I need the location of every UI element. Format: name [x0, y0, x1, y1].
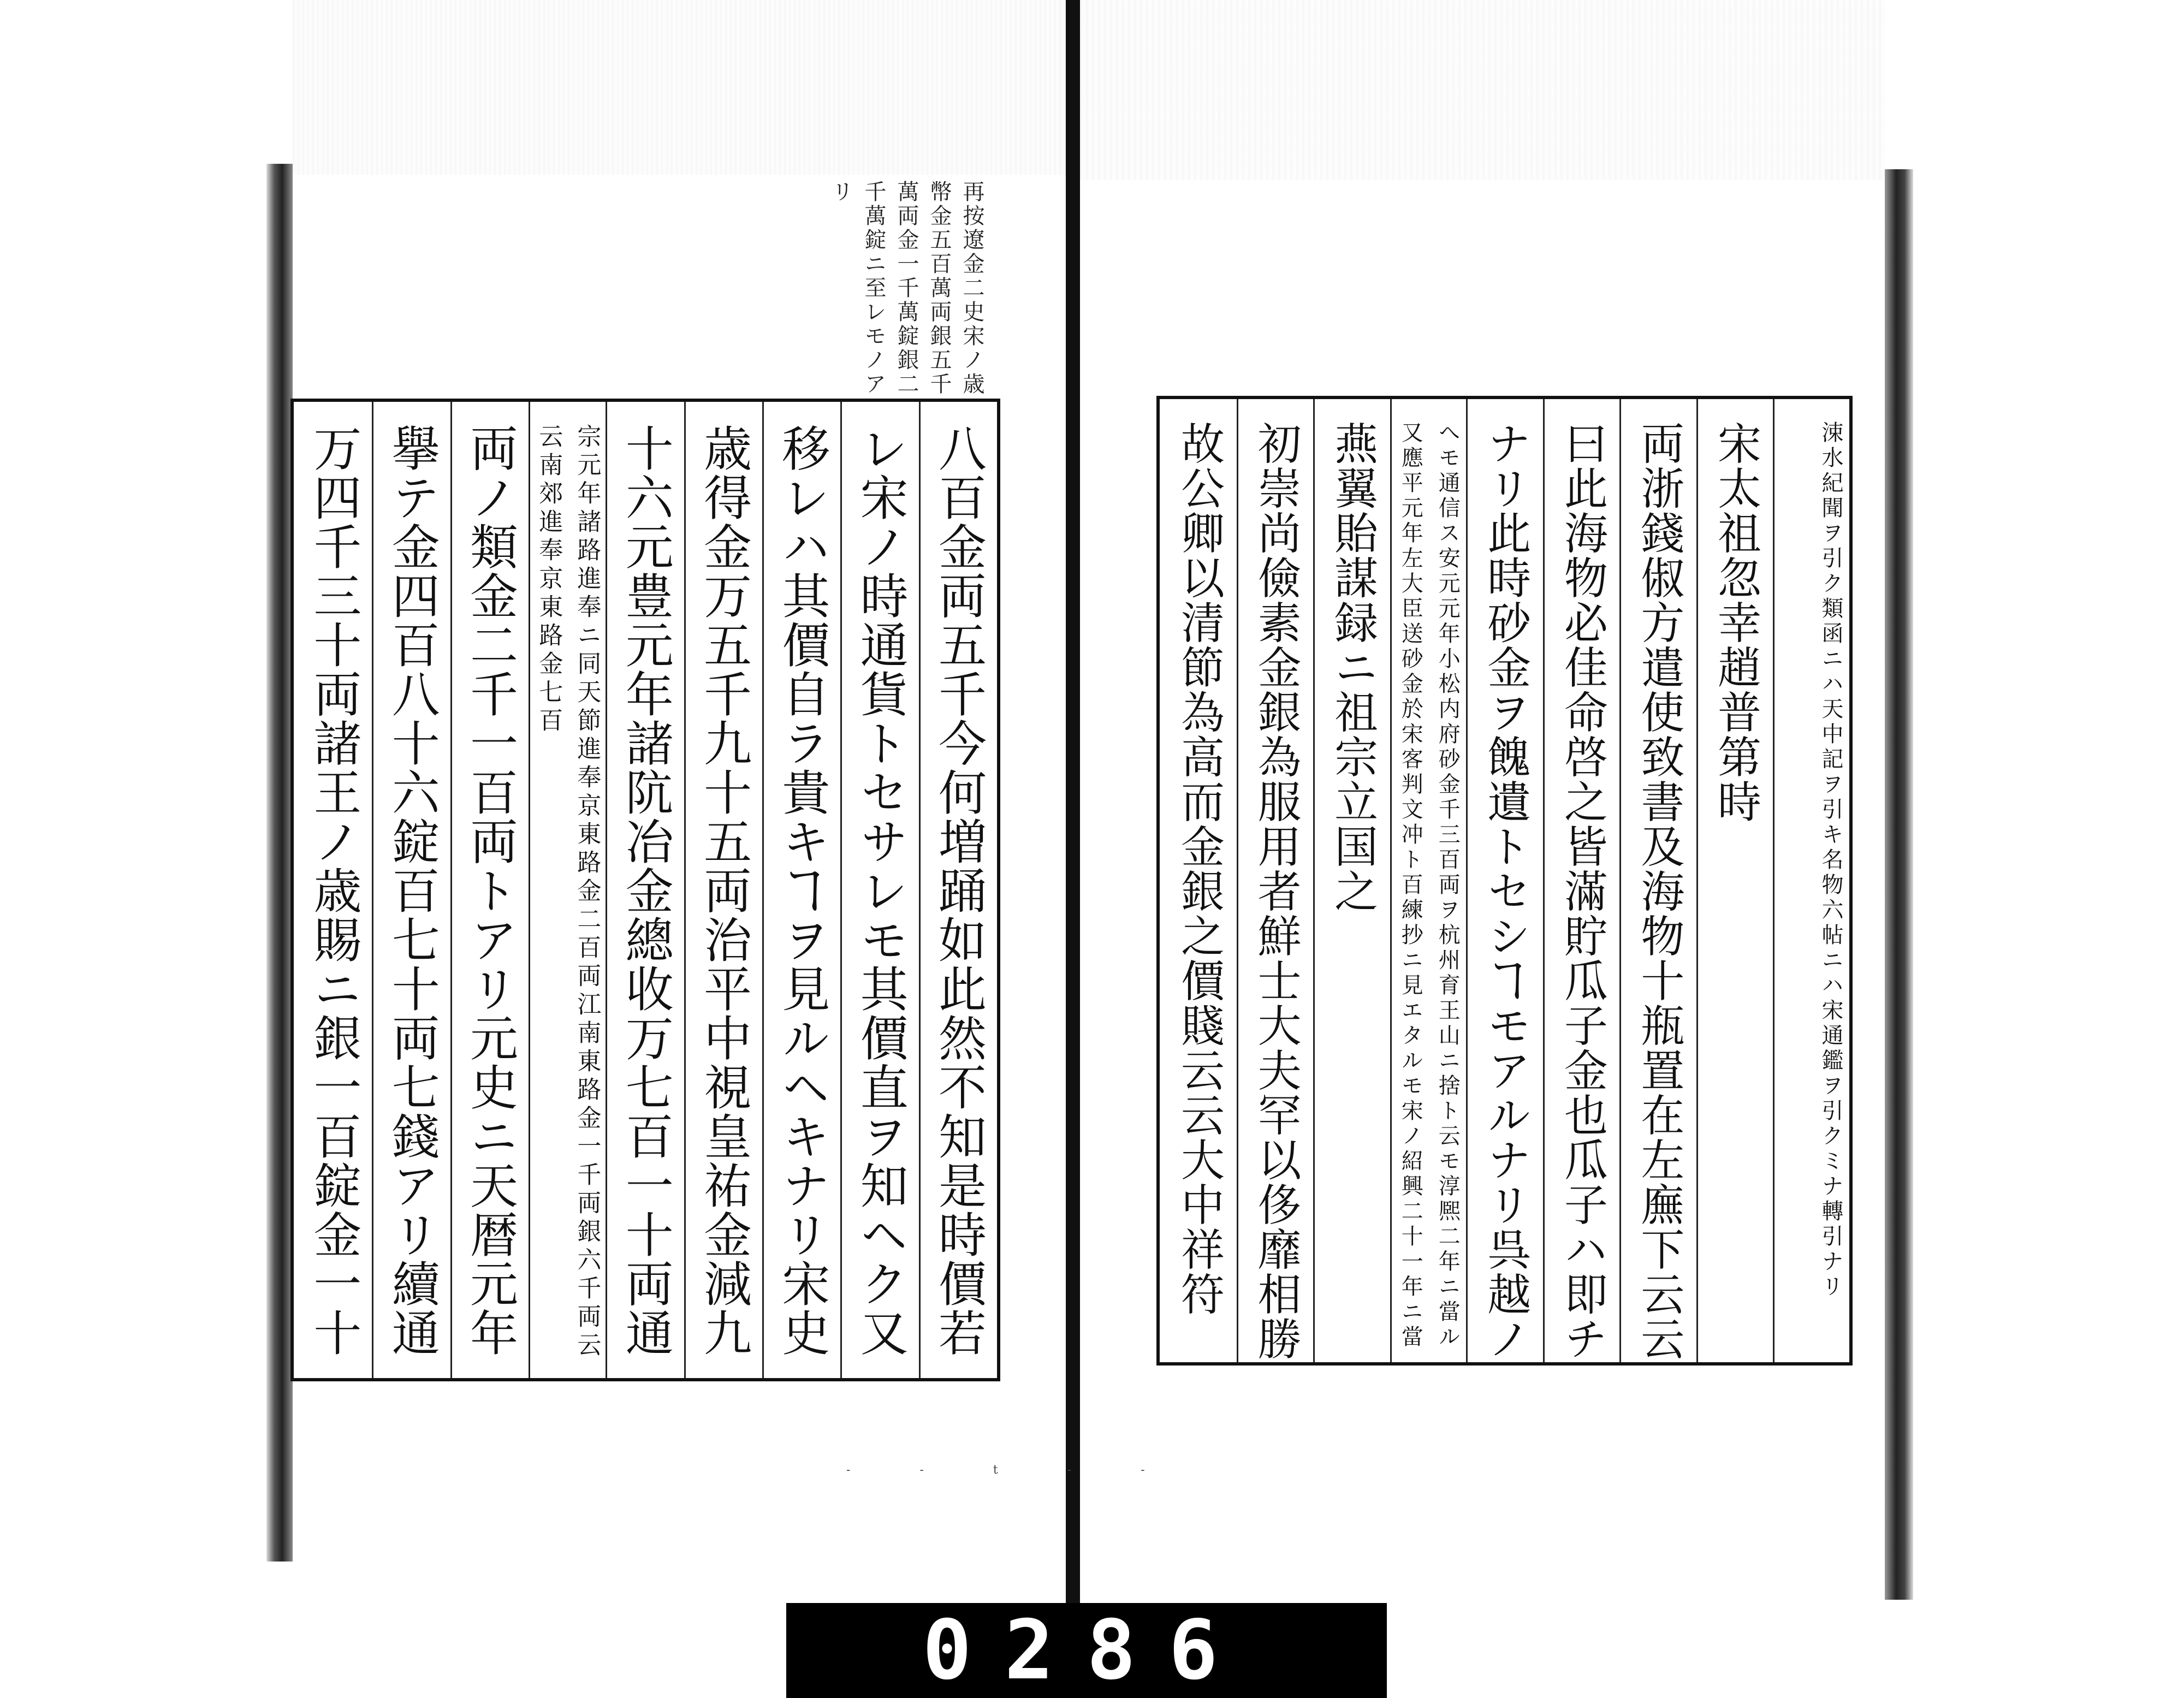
left-page-headnote: 再按遼金二史宋ノ歳幣金五百萬両銀五千萬両金一千萬錠銀二千萬錠ニ至レモノアリ: [828, 180, 984, 396]
right-page-scan-texture: [1080, 0, 1885, 180]
right-column-6: へモ通信ス安元元年小松内府砂金千三百両ヲ杭州育王山ニ捨ト云モ淳熈二年ニ當ル又應平元年左大臣送砂金於宋客判文冲ト百練抄ニ見エタルモ宋ノ紹興二十一年ニ當: [1390, 399, 1467, 1362]
left-page-text-frame: [290, 399, 1000, 1381]
left-column-4: 歳得金万五千九十五両治平中視皇祐金減九: [684, 402, 762, 1378]
left-column-8: 擧テ金四百八十六錠百七十両七錢アリ續通: [372, 402, 450, 1378]
right-column-8: 初崇尚儉素金銀為服用者鮮士大夫罕以侈靡相勝: [1237, 399, 1314, 1362]
right-column-1: 涑水紀聞ヲ引ク類函ニハ天中記ヲ引キ名物六帖ニハ宋通鑑ヲ引クミナ轉引ナリ: [1773, 399, 1849, 1362]
right-column-5: ナリ此時砂金ヲ餽遺トセシヿモアルナリ呉越ノ: [1466, 399, 1543, 1362]
left-column-9: 万四千三十両諸王ノ歳賜ニ銀一百錠金一十: [306, 424, 363, 1357]
right-column-9: 故公卿以清節為高而金銀之價賤云云大中祥符: [1173, 421, 1225, 1316]
left-column-3: 移レハ其價自ラ貴キヿヲ見ルヘキナリ宋史: [762, 402, 840, 1378]
right-column-7: 燕翼貽謀録ニ祖宗立国之: [1313, 399, 1390, 1362]
left-page-scan-texture: [293, 0, 1066, 175]
left-column-2: レ宋ノ時通貨トセサレモ其價直ヲ知ヘク又: [840, 402, 918, 1378]
right-column-4: 曰此海物必佳命啓之皆滿貯瓜子金也瓜子ハ即チ: [1543, 399, 1620, 1362]
book-spine: [1066, 0, 1080, 1698]
bottom-scan-marks: - - t - -: [846, 1463, 1178, 1477]
page-number-label: 0286: [786, 1603, 1387, 1698]
left-column-6: 宗元年諸路進奉ニ同天節進奉京東路金二百両江南東路金一千両銀六千両云云南郊進奉京東路金七百: [529, 402, 606, 1378]
left-column-5: 十六元豊元年諸阬冶金總收万七百一十両通: [606, 402, 684, 1378]
right-page-edge-shadow: [1885, 169, 1913, 1600]
right-column-2: 宋太祖忽幸趙普第時: [1696, 399, 1773, 1362]
right-column-3: 両浙錢俶方遣使致書及海物十瓶置在左廡下云云: [1619, 399, 1696, 1362]
right-page-text-frame: [1156, 396, 1853, 1365]
left-page-edge-shadow: [266, 164, 293, 1562]
left-column-1: 八百金両五千今何増踊如此然不知是時價若: [919, 402, 997, 1378]
left-column-7: 両ノ類金二千一百両トアリ元史ニ天暦元年: [450, 402, 529, 1378]
